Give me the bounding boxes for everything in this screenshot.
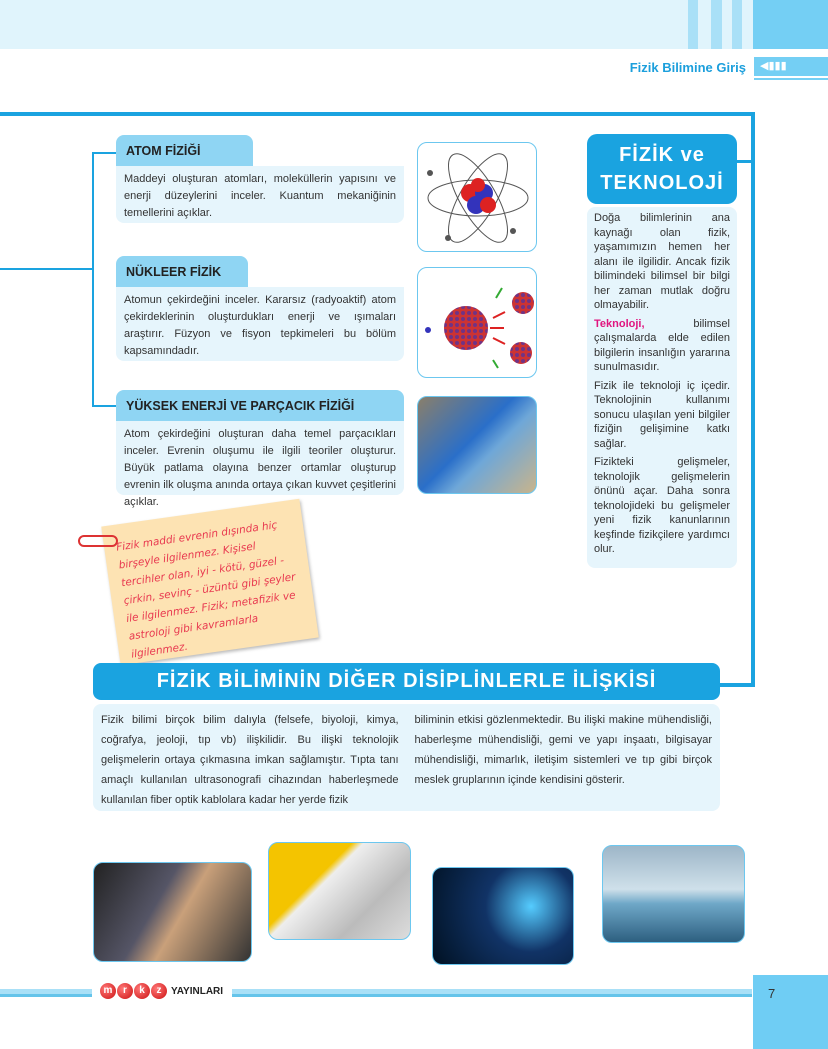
cpu-chip-image — [93, 862, 252, 962]
logo-letter: m — [100, 983, 116, 999]
topic-title: NÜKLEER FİZİK — [116, 256, 248, 287]
footer-line — [232, 989, 752, 997]
paperclip-icon — [78, 535, 118, 547]
particle-accelerator-image — [417, 396, 537, 494]
bracket-line — [92, 405, 116, 407]
frame-line — [720, 683, 755, 687]
bracket-line — [92, 152, 94, 407]
paragraph: Fizik ile teknoloji iç içedir. Teknolojinin kullanımı sonucu ulaşılan yeni bilgiler fiziğin gelişimine katkı sağlar. — [594, 379, 730, 450]
page-number: 7 — [768, 986, 776, 1001]
fiber-optic-image — [432, 867, 574, 965]
logo-letter: k — [134, 983, 150, 999]
paragraph — [594, 317, 730, 375]
topic-title: YÜKSEK ENERJİ VE PARÇACIK FİZİĞİ — [116, 390, 404, 421]
highlight-term: Teknoloji, — [594, 317, 645, 330]
logo-letter: z — [151, 983, 167, 999]
nuclear-fission-image — [417, 267, 537, 378]
tech-title — [587, 134, 737, 204]
section-title: Fizik Bilimine Giriş — [629, 60, 746, 75]
paragraph-text: bilimsel çalışmalarda elde edilen bilgilerin insanlığın yararına sunulmasıdır. — [594, 317, 730, 373]
bracket-line — [92, 152, 116, 154]
frame-line — [0, 112, 755, 116]
top-block — [753, 0, 828, 49]
divider — [754, 78, 828, 80]
tech-title-line: FİZİK ve — [619, 144, 705, 166]
paragraph: Fizikteki gelişmeler, teknolojik gelişmelerin önünü açar. Daha sonra teknolojideki bu gelişmeler yeni fizik kanunlarının keşfinde fizikçilere yardımcı olur. — [594, 456, 730, 555]
hardhat-blueprint-image — [268, 842, 411, 940]
decor-stripe — [711, 0, 722, 49]
tech-title-line: TEKNOLOJİ — [600, 172, 724, 194]
frame-line — [751, 112, 755, 687]
topic-text: Atomun çekirdeğini inceler. Kararsız (radyoaktif) atom çekirdeklerinin oluşturdukları enerji ve ışımaları araştırır. Füzyon ve fisyon tepkimeleri bu bölüm kapsamındadır. — [116, 287, 404, 361]
disciplines-body — [93, 704, 720, 811]
topic-text: Maddeyi oluşturan atomları, moleküllerin yapısını ve enerji düzeylerini inceler. Kuantum mekaniğinin temellerini açıklar. — [116, 166, 404, 223]
decor-stripe — [688, 0, 698, 49]
bracket-line — [0, 268, 94, 270]
paragraph: Doğa bilimlerinin ana kaynağı olan fizik, yaşamımızın hemen her alanı ile ilgilidir. Ancak fizik bilimindeki bilimsel bir bilgi her zaman mutlak doğru olmayabilir. — [594, 212, 730, 311]
publisher-logo — [100, 983, 223, 999]
paragraph: Fizik bilimi birçok bilim dalıyla (felsefe, biyoloji, kimya, coğrafya, jeoloji, tıp vb) ilişkilidir. Bu ilişki teknolojik gelişmelerin ortaya çıkmasına imkan sağlamıştır. Tıpta tanı amaçlı kullanılan ultrasonografi cihazından haberleşmede kullanılan fiber optik kablolara kadar her yerde fizik — [101, 714, 399, 806]
publisher-name: YAYINLARI — [171, 985, 224, 997]
paragraph: biliminin etkisi gözlenmektedir. Bu ilişki makine mühendisliği, haberleşme mühendisliği, gemi ve yapı inşaatı, bilgisayar mühendisliği, mimarlık, iletişim sistemleri ve tıp gibi birçok meslek gruplarının içinde kendisini gösterir. — [414, 714, 712, 786]
topic-title: ATOM FİZİĞİ — [116, 135, 253, 166]
arrow-left-icon: ◀▮▮▮ — [754, 57, 828, 76]
logo-letter: r — [117, 983, 133, 999]
section-banner: FİZİK BİLİMİNİN DİĞER DİSİPLİNLERLE İLİŞKİSİ — [93, 663, 720, 700]
page-number-box — [753, 975, 828, 1049]
decor-stripe — [732, 0, 742, 49]
topic-text: Atom çekirdeğini oluşturan daha temel parçacıkları inceler. Evrenin oluşumu ile ilgili teoriler oluşturur. Büyük patlama olayına benzer ortamlar oluşturup evrenin ilk oluşma anında ortaya çıkan kuvvet çeşitlerini açıklar. — [116, 421, 404, 495]
footer-line — [0, 989, 92, 997]
top-band — [0, 0, 828, 49]
frame-line — [737, 160, 753, 163]
iceberg-image — [602, 845, 745, 943]
tech-body — [587, 207, 737, 568]
sticky-note: Fizik maddi evrenin dışında hiç birşeyle ilgilenmez. Kişisel tercihler olan, iyi - kötü, güzel - çirkin, sevinç - üzüntü gibi şeyler ile ilgilenmez. Fizik; metafizik ve astroloji gibi kavramlarla ilgilenmez. — [101, 499, 319, 665]
atom-model-image — [417, 142, 537, 252]
